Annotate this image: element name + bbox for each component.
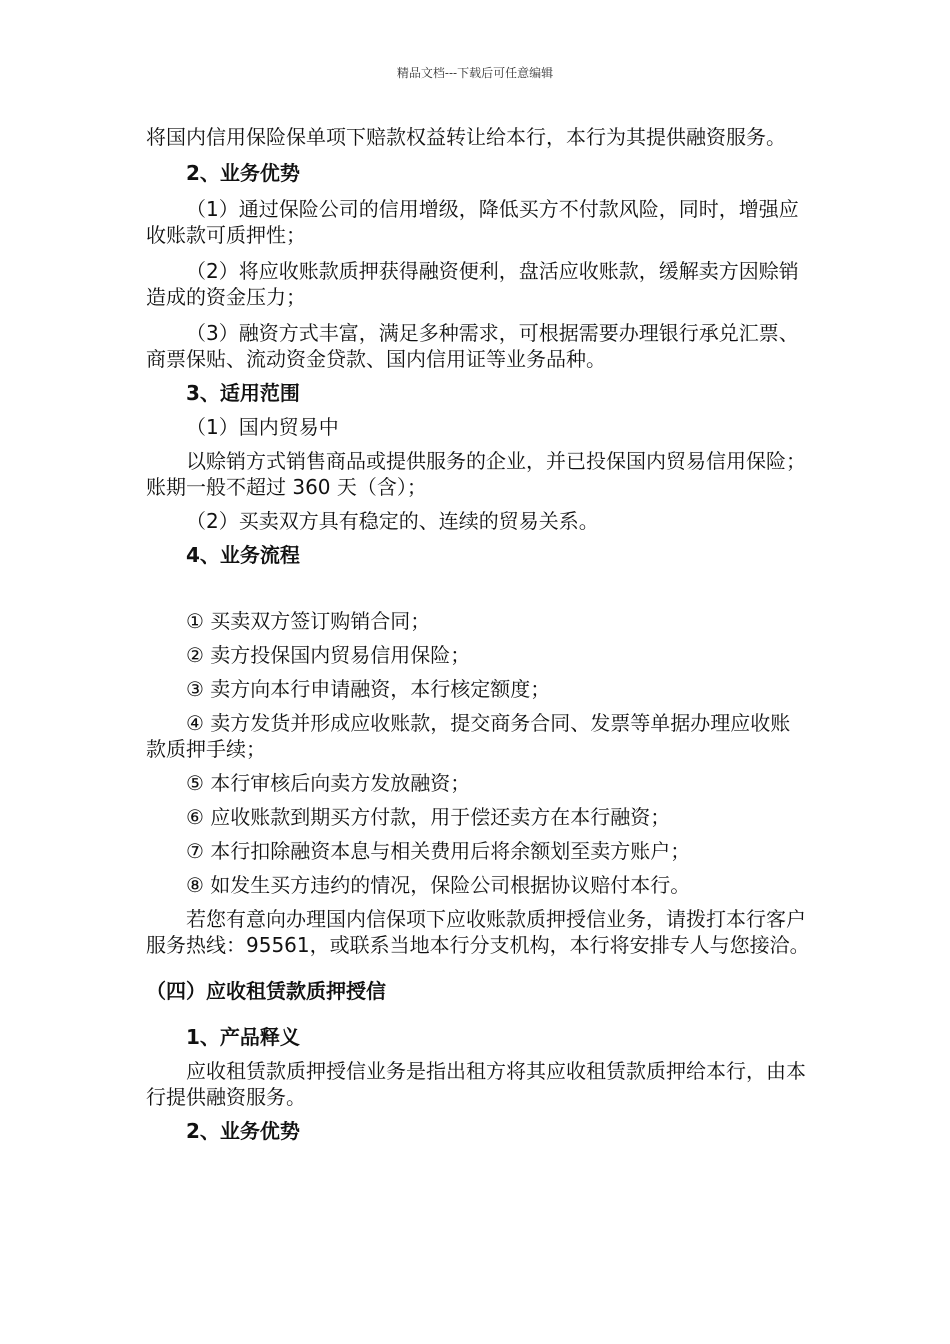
process-step: ⑥ 应收账款到期买方付款，用于偿还卖方在本行融资； xyxy=(186,805,671,829)
process-step: ① 买卖双方签订购销合同； xyxy=(186,609,431,633)
advantage-item-2: （2）将应收账款质押获得融资便利，盘活应收账款，缓解卖方因赊销造成的资金压力； xyxy=(146,259,799,309)
section-heading-receivable-lease: （四）应收租赁款质押授信 xyxy=(146,979,386,1003)
process-step: ③ 卖方向本行申请融资，本行核定额度； xyxy=(186,677,551,701)
document-body xyxy=(146,120,810,1144)
process-step: ⑦ 本行扣除融资本息与相关费用后将余额划至卖方账户； xyxy=(186,839,691,863)
page-header: 精品文档---下载后可任意编辑 xyxy=(396,66,554,80)
heading-product-definition: 1、产品释义 xyxy=(186,1025,300,1049)
process-step: ⑤ 本行审核后向卖方发放融资； xyxy=(186,771,471,795)
product-definition-text: 应收租赁款质押授信业务是指出租方将其应收租赁款质押给本行，由本行提供融资服务。 xyxy=(146,1059,806,1109)
intro-paragraph: 将国内信用保险保单项下赔款权益转让给本行，本行为其提供融资服务。 xyxy=(146,125,786,149)
scope-item-1-description: 以赊销方式销售商品或提供服务的企业，并已投保国内贸易信用保险；账期一般不超过 360 天（含）； xyxy=(146,449,806,499)
process-steps-list xyxy=(146,608,810,898)
heading-process: 4、业务流程 xyxy=(186,543,300,567)
heading-business-advantages-2: 2、业务优势 xyxy=(186,1119,300,1143)
contact-paragraph: 若您有意向办理国内信保项下应收账款质押授信业务，请拨打本行客户服务热线：95561，或联系当地本行分支机构，本行将安排专人与您接洽。 xyxy=(146,907,810,957)
process-step: ② 卖方投保国内贸易信用保险； xyxy=(186,643,471,667)
heading-business-advantages: 2、业务优势 xyxy=(186,161,300,185)
heading-scope: 3、适用范围 xyxy=(186,381,300,405)
advantage-item-1: （1）通过保险公司的信用增级，降低买方不付款风险，同时，增强应收账款可质押性； xyxy=(146,197,799,247)
scope-item-2: （2）买卖双方具有稳定的、连续的贸易关系。 xyxy=(186,509,599,533)
advantage-item-3: （3）融资方式丰富，满足多种需求，可根据需要办理银行承兑汇票、商票保贴、流动资金贷款、国内信用证等业务品种。 xyxy=(146,321,799,371)
scope-item-1: （1）国内贸易中 xyxy=(186,415,339,439)
process-step: ④ 卖方发货并形成应收账款，提交商务合同、发票等单据办理应收账款质押手续； xyxy=(146,711,791,761)
process-step: ⑧ 如发生买方违约的情况，保险公司根据协议赔付本行。 xyxy=(186,873,691,897)
